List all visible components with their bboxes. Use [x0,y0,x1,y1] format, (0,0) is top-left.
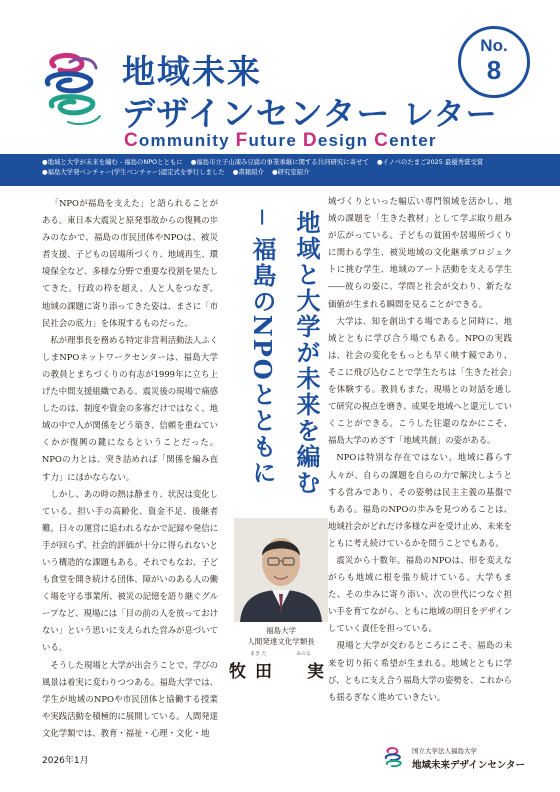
author-caption [226,625,336,647]
ruby-given: みのる [296,651,312,657]
article-paragraph: NPOは特別な存在ではない。地域に暮らす人々が、自らの課題を自らの力で解決しようとする営みであり、その姿勢は民主主義の基盤でもある。福島のNPOの歩みを見つめることは、地域社会がどれだけ多様な声を受け止め、未来をともに考え続けているかを問うことでもある。 [328,452,512,548]
topics-row-2 [42,167,518,177]
subtitle-initial: C [374,130,390,151]
topic-item: ●書籍紹介 [232,168,264,176]
footer-center-name: 地域未来デザインセンター [412,760,525,771]
issue-number: 8 [486,55,502,85]
newsletter-title-line2 [122,88,498,135]
subtitle-word: enter [389,131,437,150]
topic-item: ●イノベのたまご2025 最優秀賞受賞 [376,158,484,166]
topic-item: ●地域と大学が未来を編む - 福島のNPOとともに [42,158,183,166]
article-paragraph: 域づくりといった幅広い専門領域を活かし、地域の課題を「生きた教材」として学ぶ取り組みが広がっている。子どもの貧困や居場所づくりに関わる学生、被災地域の文化継承プロジェクトに挑む学生、地域のアート活動を支える学生――彼らの姿に、学問と社会が交わり、新たな価値が生まれる瞬間を見ることができる。 [328,196,512,309]
title-center-name: デザインセンター [122,94,391,133]
topic-item: ●福島市立子山凍み豆腐の事業承継に関する共同研究に寄せて [190,158,369,166]
title-letter-suffix: レター [402,97,498,133]
subtitle-word: esign [317,131,375,150]
article-right-column [328,193,512,706]
subtitle-initial: D [302,130,318,151]
article-paragraph: そうした現場と大学が出会うことで、学びの風景は着実に変わりつつある。福島大学では、学生が地域のNPOや市民団体と協働する授業や実践活動を積極的に展開している。人間発達文化学類では、教育・福祉・心理・文化・地 [42,659,218,738]
article-paragraph: 「NPOが福島を支えた」と語られることがある。東日本大震災と原発事故からの復興の歩みのなかで、福島の市民団体やNPOは、被災者支援、子どもの居場所づくり、地域再生、環境保全など、多様な分野で重要な役割を果たしてきた。行政の枠を超え、人と人をつなぎ、地域の課題に寄り添ってきた姿は、まさに「市民社会の底力」を体現するものだった。 [42,198,218,328]
headline-line-2: ─ 福島のNPOとともに [248,210,277,486]
headline-line-1: 地域と大学が未来を編む [292,210,321,496]
author-portrait [234,518,328,622]
topics-band [0,154,560,186]
subtitle-initial: F [235,130,249,151]
article-paragraph: 大学は、知を創出する場であると同時に、地域とともに学び合う場でもある。NPOの実践は、社会の変化をもっとも早く映す鏡であり、そこに飛び込むことで学生たちは「生きた社会」を体験する。教員もまた、現場との対話を通して研究の視点を磨き、成果を地域へと還元していくことができる。こうした往還のなかにこそ、福島大学のめざす「地域共創」の姿がある。 [328,315,512,446]
ruby-family: まき た [250,651,267,657]
footer-logo-icon [384,746,406,770]
english-subtitle [124,130,437,152]
article-paragraph: 震災から十数年。福島のNPOは、形を変えながらも地域に根を張り続けている。大学もまた、その歩みに寄り添い、次の世代につなぐ担い手を育てながら、ともに地域の明日をデザインしていく責任を担っている。 [328,554,512,634]
footer-university: 国立大学法人福島大学 [412,747,477,755]
topic-item: ●研究室紹介 [271,168,310,176]
issue-number-badge [458,26,530,98]
author-position: 人間発達文化学類長 [247,637,315,646]
subtitle-word: uture [248,131,303,150]
article-paragraph: 私が理事長を務める特定非営利活動法人ふくしまNPOネットワークセンターは、福島大学の教員とまちづくりの有志が1999年に立ち上げた中間支援組織である。震災後の現場で痛感したのは、制度や資金の多寡だけではなく、地域の中で人が関係をどう築き、信頼を重ねていくかが復興の鍵になるということだった。NPOの力とは、突き詰めれば「関係を編み直す力」にほかならない。 [42,334,218,482]
author-name: 牧田 実 [229,662,333,682]
author-affiliation: 福島大学 [266,626,296,635]
newsletter-title-line1: 地域未来 [122,52,262,91]
topic-item: ●福島大学発ベンチャー(学生ベンチャー)認定式を挙行しました [42,168,225,176]
issue-label: No. [480,36,508,55]
article-paragraph: しかし、あの時の熱は静まり、状況は変化している。担い手の高齢化、資金不足、後継者難。日々の運営に追われるなかで記録や発信に手が回らず、社会的評価が十分に得られないという構造的な課題もある。それでもなお、子ども食堂を開き続ける団体、障がいのある人の働く場を守る事業所、被災の記憶を語り継ぐグループなど、現場には「目の前の人を放っておけない」という思いに支えられた営みが息づいている。 [42,488,218,653]
issue-date: 2026年1月 [42,756,89,766]
subtitle-initial: C [124,130,139,151]
article-headline [236,210,328,510]
subtitle-word: ommunity [138,131,236,150]
topics-row-1 [42,157,518,167]
article-paragraph: 現場と大学が交わるところにこそ、福島の未来を切り拓く希望が生まれる。地域とともに学び、ともに支え合う福島大学の姿勢を、これからも揺るぎなく進めていきたい。 [328,640,512,702]
article-left-column [42,195,218,742]
center-logo-icon [40,48,112,128]
